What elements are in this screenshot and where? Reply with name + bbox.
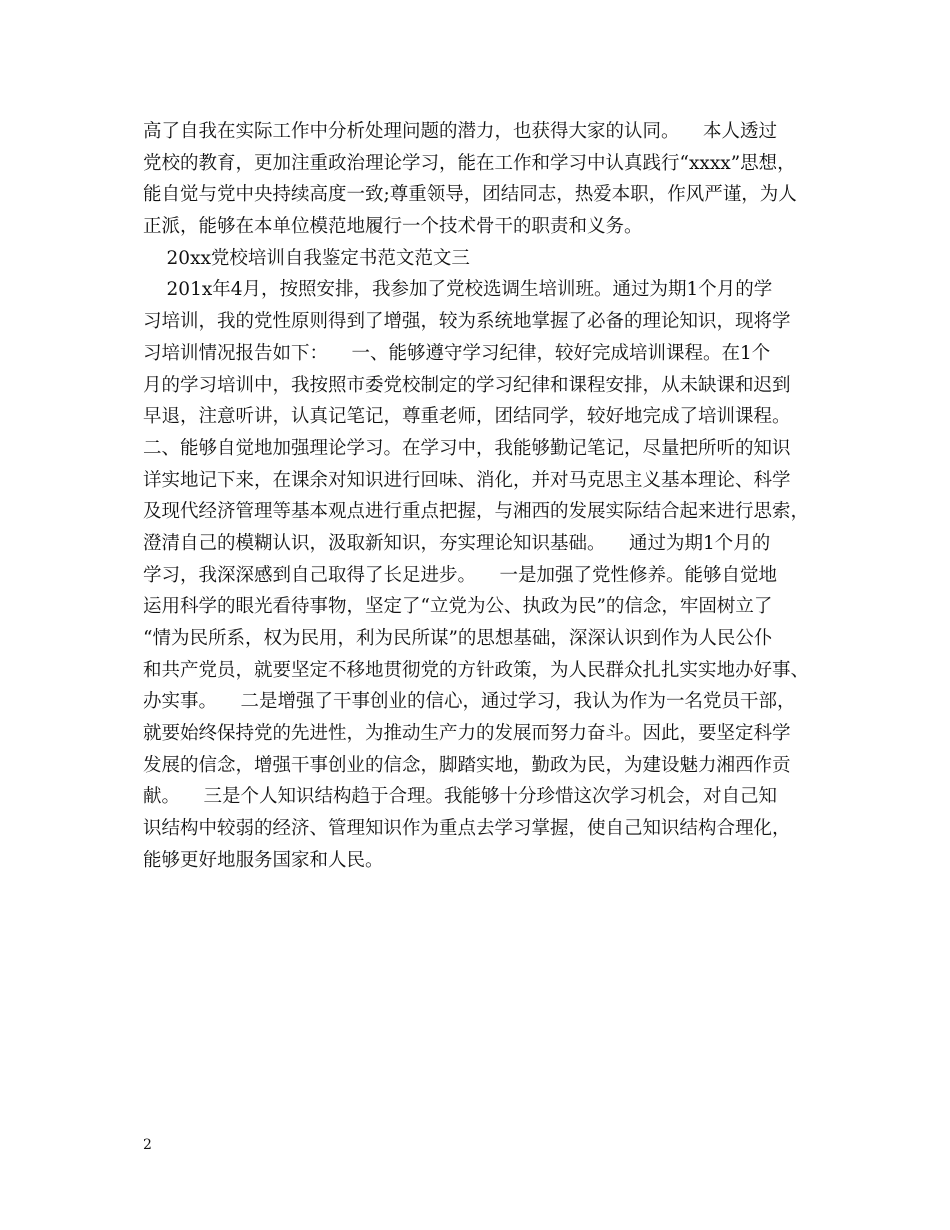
text-line: 习培训情况报告如下： 一、能够遵守学习纪律，较好完成培训课程。在1个 <box>143 342 771 364</box>
text-line: 献。 三是个人知识结构趋于合理。我能够十分珍惜这次学习机会，对自己知 <box>143 786 778 808</box>
text-line: 识结构中较弱的经济、管理知识作为重点去学习掌握，使自己知识结构合理化， <box>143 818 791 840</box>
text-line: 习培训，我的党性原则得到了增强，较为系统地掌握了必备的理论知识，现将学 <box>143 311 791 333</box>
page-number: 2 <box>143 1137 152 1153</box>
text-line: 和共产党员，就要坚定不移地贯彻党的方针政策，为人民群众扎扎实实地办好事、 <box>143 659 810 681</box>
text-line: 二、能够自觉地加强理论学习。在学习中，我能够勤记笔记，尽量把所听的知识 <box>143 437 791 459</box>
text-line: 详实地记下来，在课余对知识进行回味、消化，并对马克思主义基本理论、科学 <box>143 469 791 491</box>
text-line: 党校的教育，更加注重政治理论学习，能在工作和学习中认真践行“xxxx”思想， <box>143 152 796 174</box>
text-line: “情为民所系，权为民用，利为民所谋”的思想基础，深深认识到作为人民公仆 <box>143 628 773 649</box>
text-line: 能够更好地服务国家和人民。 <box>143 849 384 871</box>
text-line: 正派，能够在本单位模范地履行一个技术骨干的职责和义务。 <box>143 216 643 238</box>
text-line: 澄清自己的模糊认识，汲取新知识，夯实理论知识基础。 通过为期1个月的 <box>143 532 771 554</box>
text-line: 201x年4月，按照安排，我参加了党校选调生培训班。通过为期1个月的学 <box>143 279 773 301</box>
text-line: 月的学习培训中，我按照市委党校制定的学习纪律和课程安排，从未缺课和迟到 <box>143 374 791 396</box>
text-line: 办实事。 二是增强了干事创业的信心，通过学习，我认为作为一名党员干部， <box>143 691 796 713</box>
document-body <box>143 116 823 877</box>
text-line: 学习，我深深感到自己取得了长足进步。 一是加强了党性修养。能够自觉地 <box>143 564 778 586</box>
text-line: 就要始终保持党的先进性，为推动生产力的发展而努力奋斗。因此，要坚定科学 <box>143 723 791 745</box>
text-line: 运用科学的眼光看待事物，坚定了“立党为公、执政为民”的信念，牢固树立了 <box>143 596 773 618</box>
text-line: 及现代经济管理等基本观点进行重点把握，与湘西的发展实际结合起来进行思索， <box>143 501 810 523</box>
text-line: 能自觉与党中央持续高度一致;尊重领导，团结同志，热爱本职，作风严谨，为人 <box>143 184 797 206</box>
text-line: 早退，注意听讲，认真记笔记，尊重老师，团结同学，较好地完成了培训课程。 <box>143 406 791 428</box>
section-heading: 20xx党校培训自我鉴定书范文范文三 <box>143 247 470 269</box>
text-line: 发展的信念，增强干事创业的信念，脚踏实地，勤政为民，为建设魅力湘西作贡 <box>143 754 791 776</box>
text-line: 高了自我在实际工作中分析处理问题的潜力，也获得大家的认同。 本人透过 <box>143 121 778 142</box>
